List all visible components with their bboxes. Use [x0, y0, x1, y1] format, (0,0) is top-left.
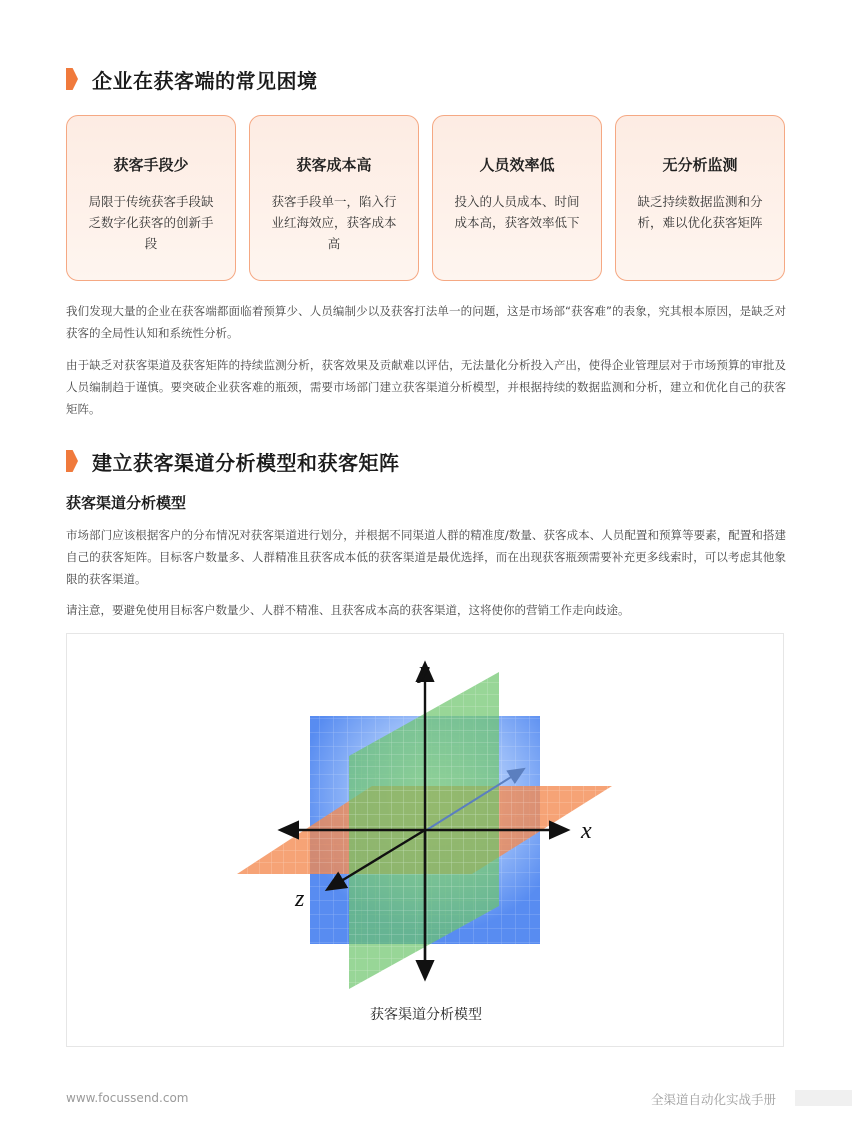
challenge-card — [432, 115, 602, 281]
footer-book-title: 全渠道自动化实战手册 — [651, 1092, 777, 1107]
channel-model-figure — [66, 633, 784, 1047]
section-heading-model — [66, 446, 400, 476]
x-axis-label: x — [581, 818, 592, 844]
body-paragraph: 请注意，要避免使用目标客户数量少、人群不精准、且获客成本高的获客渠道，这将使你的营销工作走向歧途。 — [66, 603, 630, 617]
body-paragraph: 我们发现大量的企业在获客端都面临着预算少、人员编制少以及获客打法单一的问题，这是市场部“获客难”的表象，究其根本原因，是缺乏对获客的全局性认知和系统性分析。 — [66, 304, 786, 340]
section-title: 建立获客渠道分析模型和获客矩阵 — [92, 450, 400, 475]
figure-caption: 获客渠道分析模型 — [370, 1007, 482, 1023]
card-description: 局限于传统获客手段缺乏数字化获客的创新手段 — [88, 194, 214, 251]
body-paragraph: 由于缺乏对获客渠道及获客矩阵的持续监测分析，获客效果及贡献难以评估，无法量化分析投入产出，使得企业管理层对于市场预算的审批及人员编制趋于谨慎。要突破企业获客难的瓶颈，需要市场部门建立获客渠道分析模型，并根据持续的数据监测和分析，建立和优化自己的获客矩阵。 — [66, 358, 786, 416]
challenge-card — [249, 115, 419, 281]
page-number-tab — [795, 1090, 852, 1106]
card-description: 缺乏持续数据监测和分析，难以优化获客矩阵 — [637, 194, 763, 230]
axis-planes-diagram — [67, 634, 785, 1048]
card-title: 获客成本高 — [296, 156, 372, 174]
card-title: 人员效率低 — [479, 156, 555, 174]
footer-website: www.focussend.com — [66, 1091, 189, 1105]
z-axis-label: z — [295, 886, 305, 912]
challenge-card — [66, 115, 236, 281]
heading-marker-icon — [66, 68, 78, 90]
section-title: 企业在获客端的常见困境 — [92, 68, 318, 93]
challenge-card — [615, 115, 785, 281]
card-title: 无分析监测 — [662, 156, 738, 174]
card-description: 获客手段单一，陷入行业红海效应，获客成本高 — [271, 194, 397, 251]
heading-marker-icon — [66, 450, 78, 472]
challenge-cards — [66, 115, 786, 283]
card-title: 获客手段少 — [113, 156, 189, 174]
section-heading-challenges — [66, 64, 318, 94]
subsection-title: 获客渠道分析模型 — [66, 494, 187, 512]
card-description: 投入的人员成本、时间成本高，获客效率低下 — [454, 194, 580, 230]
y-axis-label: y — [419, 658, 430, 684]
body-paragraph: 市场部门应该根据客户的分布情况对获客渠道进行划分，并根据不同渠道人群的精准度/数量、获客成本、人员配置和预算等要素，配置和搭建自己的获客矩阵。目标客户数量多、人群精准且获客成本低的获客渠道是最优选择，而在出现获客瓶颈需要补充更多线索时，可以考虑其他象限的获客渠道。 — [66, 528, 786, 586]
